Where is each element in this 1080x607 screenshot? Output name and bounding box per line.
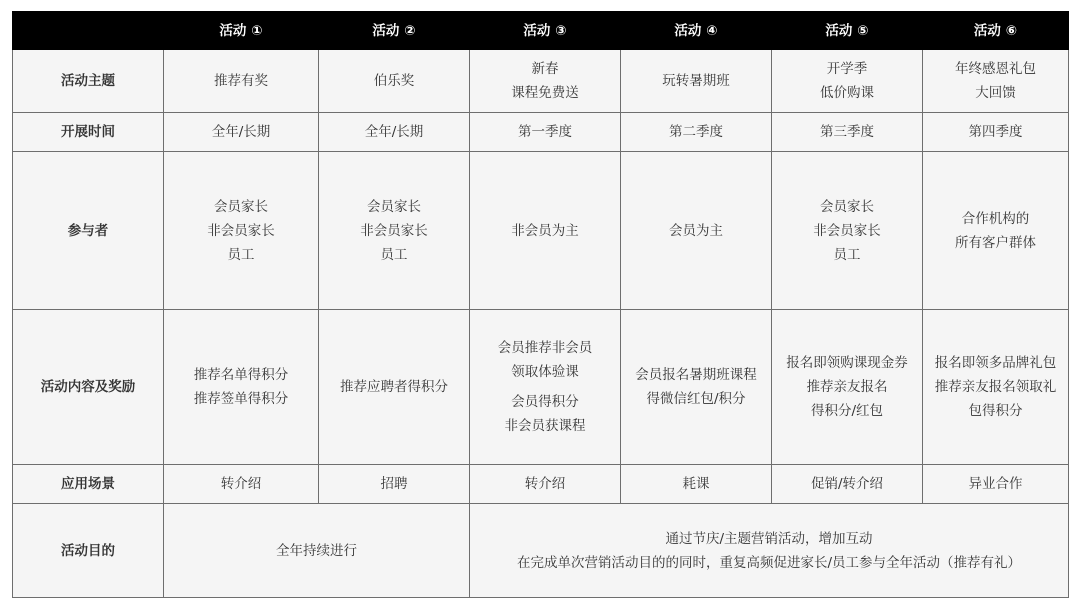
participants-cell-4-line-1: 会员为主 bbox=[669, 222, 723, 239]
scene-cell-3: 转介绍 bbox=[470, 465, 621, 504]
row-content bbox=[13, 310, 1069, 465]
theme-cell-3 bbox=[470, 50, 621, 113]
content-cell-3-line-2: 领取体验课 bbox=[511, 364, 579, 380]
theme-cell-4 bbox=[621, 50, 772, 113]
activity-comparison-table-wrapper bbox=[12, 11, 1068, 597]
time-cell-5: 第三季度 bbox=[772, 113, 923, 152]
content-cell-6-line-2: 推荐亲友报名领取礼 bbox=[934, 379, 1057, 395]
content-cell-3-line-3: 会员得积分 bbox=[511, 394, 579, 410]
row-label-scene: 应用场景 bbox=[13, 465, 164, 504]
content-cell-3-para-1 bbox=[474, 336, 616, 384]
participants-cell-1-line-1: 会员家长 bbox=[214, 198, 268, 215]
participants-cell-6-line-2: 所有客户群体 bbox=[955, 234, 1036, 251]
content-cell-5-para-1 bbox=[776, 351, 918, 423]
row-participants bbox=[13, 152, 1069, 310]
participants-cell-2-line-2: 非会员家长 bbox=[360, 222, 428, 239]
row-label-theme: 活动主题 bbox=[13, 50, 164, 113]
content-cell-1-para-1 bbox=[168, 363, 314, 411]
content-cell-2 bbox=[319, 310, 470, 465]
content-cell-3-line-4: 非会员获课程 bbox=[504, 418, 586, 434]
theme-cell-4-line-1: 玩转暑期班 bbox=[662, 73, 730, 89]
content-cell-3 bbox=[470, 310, 621, 465]
row-label-goal: 活动目的 bbox=[13, 504, 164, 598]
theme-cell-2 bbox=[319, 50, 470, 113]
row-goal bbox=[13, 504, 1069, 598]
header-activity-6: 活动 ⑥ bbox=[923, 12, 1069, 50]
row-label-content: 活动内容及奖励 bbox=[13, 310, 164, 465]
content-cell-4-para-1 bbox=[625, 363, 767, 411]
participants-cell-2-line-1: 会员家长 bbox=[367, 198, 421, 215]
row-theme bbox=[13, 50, 1069, 113]
participants-cell-1 bbox=[164, 152, 319, 310]
participants-cell-3-line-1: 非会员为主 bbox=[511, 222, 579, 239]
content-cell-6 bbox=[923, 310, 1069, 465]
theme-cell-5-line-2: 低价购课 bbox=[820, 85, 874, 101]
theme-cell-1 bbox=[164, 50, 319, 113]
goal-cell-seasonal-line-2: 在完成单次营销活动目的的同时，重复高频促进家长/员工参与全年活动（推荐有礼） bbox=[516, 554, 1022, 571]
scene-cell-5: 促销/转介绍 bbox=[772, 465, 923, 504]
theme-cell-5 bbox=[772, 50, 923, 113]
content-cell-6-line-1: 报名即领多品牌礼包 bbox=[934, 355, 1057, 371]
content-cell-1-line-1: 推荐名单得积分 bbox=[193, 367, 289, 383]
theme-cell-3-line-2: 课程免费送 bbox=[511, 85, 579, 101]
scene-cell-1: 转介绍 bbox=[164, 465, 319, 504]
content-cell-6-line-3: 包得积分 bbox=[968, 403, 1023, 419]
content-cell-6-para-1 bbox=[927, 351, 1064, 423]
header-corner-cell bbox=[13, 12, 164, 50]
content-cell-3-line-1: 会员推荐非会员 bbox=[497, 340, 593, 356]
time-cell-6: 第四季度 bbox=[923, 113, 1069, 152]
participants-cell-5 bbox=[772, 152, 923, 310]
participants-cell-6 bbox=[923, 152, 1069, 310]
theme-cell-2-line-1: 伯乐奖 bbox=[373, 73, 415, 89]
time-cell-3: 第一季度 bbox=[470, 113, 621, 152]
theme-cell-1-line-1: 推荐有奖 bbox=[214, 73, 268, 89]
header-row bbox=[13, 12, 1069, 50]
row-label-time: 开展时间 bbox=[13, 113, 164, 152]
row-time bbox=[13, 113, 1069, 152]
table-header bbox=[13, 12, 1069, 50]
content-cell-5 bbox=[772, 310, 923, 465]
participants-cell-6-line-1: 合作机构的 bbox=[961, 210, 1030, 227]
participants-cell-5-line-1: 会员家长 bbox=[820, 198, 874, 215]
participants-cell-1-line-3: 员工 bbox=[227, 246, 255, 263]
content-cell-2-line-1: 推荐应聘者得积分 bbox=[340, 379, 448, 395]
content-cell-4-line-2: 得微信红包/积分 bbox=[646, 391, 746, 407]
header-activity-5: 活动 ⑤ bbox=[772, 12, 923, 50]
header-activity-4: 活动 ④ bbox=[621, 12, 772, 50]
theme-cell-6-line-1: 年终感恩礼包 bbox=[955, 61, 1036, 77]
scene-cell-2: 招聘 bbox=[319, 465, 470, 504]
scene-cell-6: 异业合作 bbox=[923, 465, 1069, 504]
table-body bbox=[13, 50, 1069, 598]
content-cell-2-para-1 bbox=[323, 375, 465, 399]
time-cell-1: 全年/长期 bbox=[164, 113, 319, 152]
content-cell-4-line-1: 会员报名暑期班课程 bbox=[635, 367, 757, 383]
content-cell-3-para-2 bbox=[474, 390, 616, 438]
header-activity-1: 活动 ① bbox=[164, 12, 319, 50]
participants-cell-5-line-3: 员工 bbox=[833, 246, 861, 263]
participants-cell-1-line-2: 非会员家长 bbox=[207, 222, 275, 239]
goal-cell-ongoing: 全年持续进行 bbox=[164, 504, 470, 598]
time-cell-4: 第二季度 bbox=[621, 113, 772, 152]
content-cell-4 bbox=[621, 310, 772, 465]
row-scene bbox=[13, 465, 1069, 504]
scene-cell-4: 耗课 bbox=[621, 465, 772, 504]
participants-cell-5-line-2: 非会员家长 bbox=[813, 222, 881, 239]
theme-cell-6 bbox=[923, 50, 1069, 113]
theme-cell-6-line-2: 大回馈 bbox=[975, 85, 1016, 101]
content-cell-1-line-2: 推荐签单得积分 bbox=[193, 391, 289, 407]
participants-cell-4 bbox=[621, 152, 772, 310]
content-cell-5-line-1: 报名即领购课现金券 bbox=[786, 355, 908, 371]
participants-cell-2 bbox=[319, 152, 470, 310]
content-cell-5-line-3: 得积分/红包 bbox=[810, 403, 884, 419]
header-activity-3: 活动 ③ bbox=[470, 12, 621, 50]
header-activity-2: 活动 ② bbox=[319, 12, 470, 50]
time-cell-2: 全年/长期 bbox=[319, 113, 470, 152]
participants-cell-2-line-3: 员工 bbox=[380, 246, 408, 263]
goal-cell-seasonal bbox=[470, 504, 1069, 598]
theme-cell-3-line-1: 新春 bbox=[531, 61, 559, 77]
content-cell-1 bbox=[164, 310, 319, 465]
row-label-participants: 参与者 bbox=[13, 152, 164, 310]
activity-comparison-table bbox=[12, 11, 1069, 598]
participants-cell-3 bbox=[470, 152, 621, 310]
goal-cell-seasonal-line-1: 通过节庆/主题营销活动，增加互动 bbox=[665, 530, 873, 547]
theme-cell-5-line-1: 开学季 bbox=[826, 61, 868, 77]
content-cell-5-line-2: 推荐亲友报名 bbox=[806, 379, 888, 395]
